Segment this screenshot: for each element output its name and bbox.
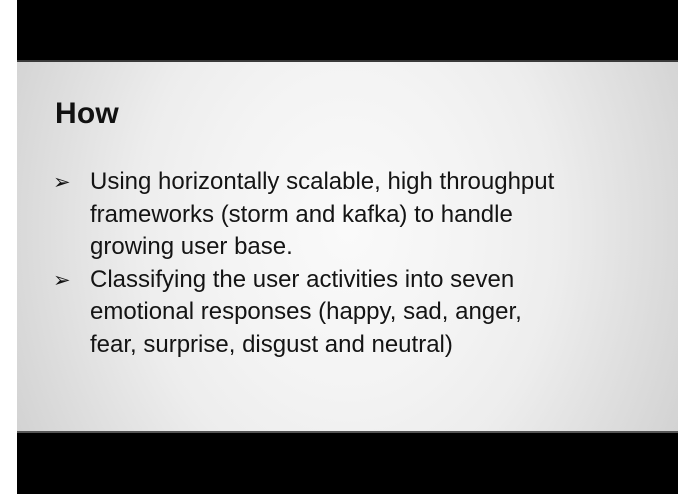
bullet-line: frameworks (storm and kafka) to handle [90, 200, 513, 228]
bullet-line: Classifying the user activities into seven [90, 265, 515, 293]
bullet-line: Using horizontally scalable, high throughput [90, 168, 555, 195]
bullet-list [53, 166, 653, 361]
list-item [53, 166, 653, 264]
presentation-slide [17, 0, 678, 494]
bullet-line: emotional responses (happy, sad, anger, [90, 298, 522, 325]
bullet-text [90, 264, 653, 362]
slide-content-area [17, 60, 678, 433]
bullet-line: growing user base. [90, 233, 293, 260]
arrowhead-bullet-icon: ➢ [53, 267, 71, 292]
bullet-text [90, 166, 653, 264]
slide-title: How [55, 97, 119, 130]
arrowhead-bullet-icon: ➢ [53, 170, 71, 194]
list-item [53, 264, 653, 362]
bullet-line: fear, surprise, disgust and neutral) [90, 330, 453, 358]
